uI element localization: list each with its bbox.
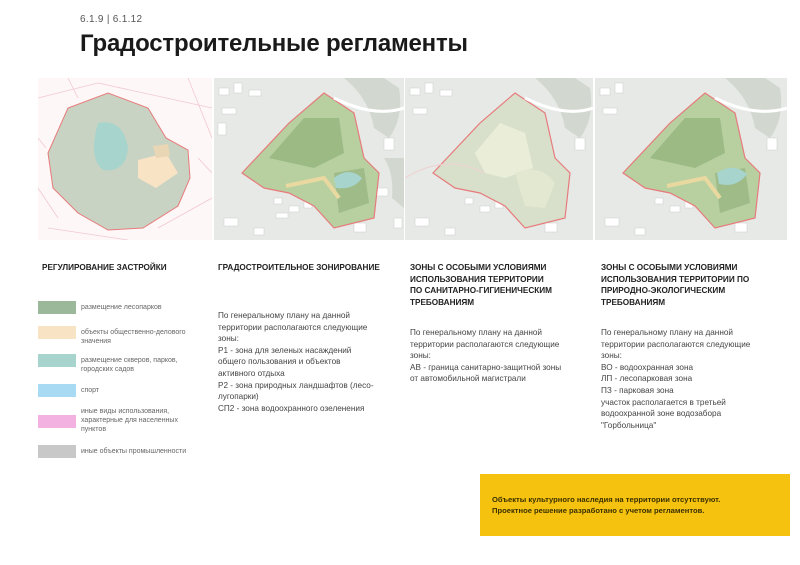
legend-swatch [38,301,76,314]
map-ecological-zones [595,78,787,240]
legend-label: размещение скверов, парков, городских садов [81,357,178,373]
legend-label: иные виды использования, характерные для населенных пунктов [81,408,178,433]
cultural-heritage-note [480,474,790,536]
legend-item-squares-parks [38,354,201,374]
legend-label: размещение лесопарков [81,304,162,311]
legend-item-industry [38,445,201,458]
legend-swatch [38,415,76,428]
note-line-1: Объекты культурного наследия на территории отсутствуют. [492,495,721,504]
map-urban-zoning [214,78,404,240]
map-building-regulation [38,78,212,240]
map-sanitary-zones [405,78,593,240]
legend-label: иные объекты промышленности [81,448,187,455]
legend-item-forest-parks [38,301,201,314]
note-line-2: Проектное решение разработано с учетом регламентов. [492,506,705,515]
urban-zoning-text: По генеральному плану на данной территории располагаются следующие зоны: Р1 - зона для зеленых насаждений общего пользования и объектов активного отдыха Р2 - зона природных ландшафтов (лесо- лугопарки) СП2 - зона водоохранного озеленения [218,311,374,413]
page-title: Градостроительные регламенты [80,30,468,57]
legend-item-other-uses [38,405,201,434]
section-number: 6.1.9 | 6.1.12 [80,14,143,25]
legend-item-sport [38,384,201,397]
legend-label: объекты общественно-делового значения [81,329,186,345]
urban-zoning-heading: ГРАДОСТРОИТЕЛЬНОЕ ЗОНИРОВАНИЕ [218,263,380,272]
building-regulation-heading: РЕГУЛИРОВАНИЕ ЗАСТРОЙКИ [42,263,167,272]
ecological-heading: ЗОНЫ С ОСОБЫМИ УСЛОВИЯМИ ИСПОЛЬЗОВАНИЯ ТЕРРИТОРИИ ПО ПРИРОДНО-ЭКОЛОГИЧЕСКИМ ТРЕБОВАНИЯМ [601,263,750,307]
legend-swatch [38,445,76,458]
legend-item-business-objects [38,326,201,346]
sanitary-text: По генеральному плану на данной территории располагаются следующие зоны: АВ - граница санитарно-защитной зоны от автомобильной магистрали [410,328,562,384]
ecological-text: По генеральному плану на данной территории располагаются следующие зоны: ВО - водоохранная зона ЛП - лесопарковая зона ПЗ - парковая зона участок располагается в третьей водоохранной зоне водозабора "Горбольница" [601,328,751,430]
legend-swatch [38,326,76,339]
sanitary-heading: ЗОНЫ С ОСОБЫМИ УСЛОВИЯМИ ИСПОЛЬЗОВАНИЯ ТЕРРИТОРИИ ПО САНИТАРНО-ГИГИЕНИЧЕСКИМ ТРЕБОВАНИЯМ [410,263,552,307]
legend-swatch [38,354,76,367]
legend-label: спорт [81,387,100,394]
legend-swatch [38,384,76,397]
